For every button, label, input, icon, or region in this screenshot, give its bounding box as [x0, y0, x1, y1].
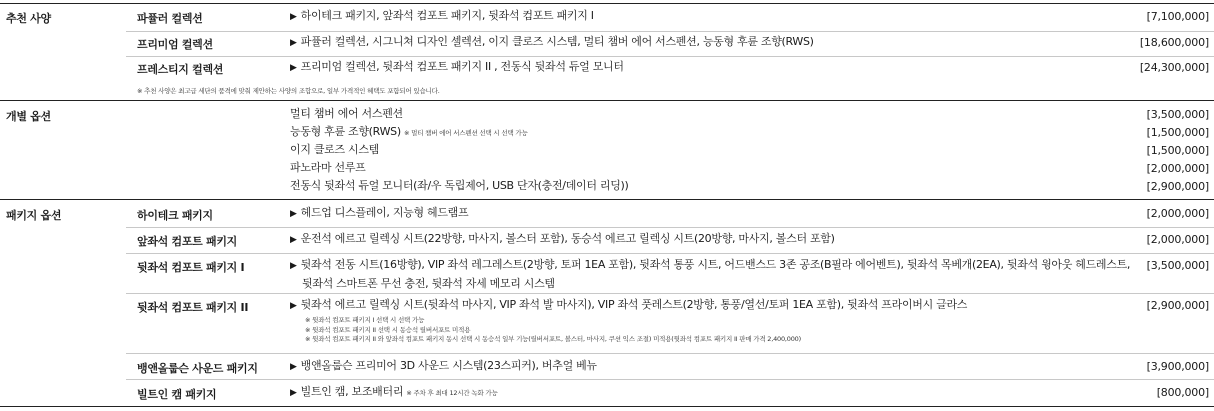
arrow-icon: ▶ [290, 301, 297, 311]
package-footnote: ※ 뒷좌석 컴포트 패키지 II 와 앞좌석 컴포트 패키지 동시 선택 시 동승석 일부 기능(릴버서포트, 볼스터, 마사지, 쿠션 익스 조절) 미적용(뒷좌석 컴포트 패키지 II 판매 가격 2,400,000) [305, 335, 801, 343]
package-price: [3,500,000] [1146, 259, 1209, 272]
individual-option-name: 능동형 후륜 조향(RWS) ※ 멀티 챔버 에어 서스펜션 선택 시 선택 가능 [290, 125, 528, 138]
recommended-price: [7,100,000] [1146, 10, 1209, 23]
package-desc: ▶ 뒷좌석 전동 시트(16방향), VIP 좌석 레그레스트(2방향, 토퍼 1EA 포함), 뒷좌석 통풍 시트, 어드밴스드 3존 공조(B필라 에어벤트), 뒷좌석 목베개(2EA), 뒷좌석 윙아웃 헤드레스트, 뒷좌석 스마트폰 무선 충전, 뒷좌석 자세 메모리 시스템 [290, 258, 1131, 290]
package-price: [800,000] [1156, 386, 1209, 399]
recommended-desc: ▶ 하이테크 패키지, 앞좌석 컴포트 패키지, 뒷좌석 컴포트 패키지 I [290, 9, 594, 22]
section-divider [0, 199, 1214, 200]
individual-option-price: [2,900,000] [1146, 180, 1209, 193]
package-name: 하이테크 패키지 [137, 209, 213, 222]
package-name: 앞좌석 컴포트 패키지 [137, 235, 237, 248]
individual-option-name: 이지 클로즈 시스템 [290, 143, 380, 156]
package-price: [2,000,000] [1146, 207, 1209, 220]
arrow-icon: ▶ [290, 209, 297, 219]
section-title-individual: 개별 옵션 [6, 110, 51, 123]
option-note: ※ 멀티 챔버 에어 서스펜션 선택 시 선택 가능 [404, 129, 528, 137]
recommended-desc: ▶ 파퓰러 컬렉션, 시그니쳐 디자인 셀렉션, 이지 클로즈 시스템, 멀티 챔버 에어 서스펜션, 능동형 후륜 조향(RWS) [290, 35, 814, 48]
package-desc: ▶ 뒷좌석 에르고 릴렉싱 시트(뒷좌석 마사지, VIP 좌석 발 마사지), VIP 좌석 풋레스트(2방향, 통풍/열선/토퍼 1EA 포함), 뒷좌석 프라이버시 글라스 [290, 298, 968, 311]
package-footnote: ※ 뒷좌석 컴포트 패키지 I 선택 시 선택 가능 [305, 316, 425, 324]
row-divider [126, 353, 1214, 354]
individual-option-price: [1,500,000] [1146, 126, 1209, 139]
package-desc: ▶ 뱅앤올룹슨 프리미어 3D 사운드 시스템(23스피커), 버추얼 베뉴 [290, 359, 597, 372]
arrow-icon: ▶ [290, 38, 297, 48]
package-desc: ▶ 빌트인 캠, 보조배터리 ※ 주차 후 최대 12시간 녹화 가능 [290, 385, 498, 398]
individual-option-price: [3,500,000] [1146, 108, 1209, 121]
section-title-recommended: 추천 사양 [6, 12, 51, 25]
arrow-icon: ▶ [290, 12, 297, 22]
arrow-icon: ▶ [290, 388, 297, 398]
individual-option-name: 전동식 뒷좌석 듀얼 모니터(좌/우 독립제어, USB 단자(충전/데이터 리딩)) [290, 179, 629, 192]
section-divider [0, 100, 1214, 101]
row-divider [126, 56, 1214, 57]
recommended-price: [18,600,000] [1139, 36, 1209, 49]
recommended-name: 파퓰러 컬렉션 [137, 12, 203, 25]
row-divider [126, 379, 1214, 380]
package-price: [3,900,000] [1146, 360, 1209, 373]
package-footnote: ※ 뒷좌석 컴포트 패키지 II 선택 시 동승석 릴버서포트 미적용 [305, 325, 471, 334]
individual-option-price: [1,500,000] [1146, 144, 1209, 157]
individual-option-name: 멀티 챔버 에어 서스펜션 [290, 107, 403, 120]
arrow-icon: ▶ [290, 235, 297, 245]
package-footnotes [305, 316, 801, 345]
package-name: 뱅앤올룹슨 사운드 패키지 [137, 362, 258, 375]
recommended-name: 프레스티지 컬렉션 [137, 63, 224, 76]
row-divider [126, 227, 1214, 228]
package-name: 뒷좌석 컴포트 패키지 I [137, 261, 245, 274]
recommended-desc: ▶ 프리미엄 컬렉션, 뒷좌석 컴포트 패키지 II , 전동식 뒷좌석 듀얼 모니터 [290, 60, 624, 73]
row-divider [126, 31, 1214, 32]
package-price: [2,000,000] [1146, 233, 1209, 246]
package-name: 빌트인 캠 패키지 [137, 388, 217, 401]
recommended-name: 프리미엄 컬렉션 [137, 38, 213, 51]
individual-option-name: 파노라마 선루프 [290, 161, 366, 174]
package-name: 뒷좌석 컴포트 패키지 II [137, 301, 249, 314]
arrow-icon: ▶ [290, 261, 297, 271]
package-desc: ▶ 헤드업 디스플레이, 지능형 헤드램프 [290, 206, 469, 219]
row-divider [126, 293, 1214, 294]
row-divider [126, 253, 1214, 254]
package-desc: ▶ 운전석 에르고 릴렉싱 시트(22방향, 마사지, 볼스터 포함), 동승석 에르고 릴렉싱 시트(20방향, 마사지, 볼스터 포함) [290, 232, 835, 245]
top-rule [0, 3, 1214, 4]
arrow-icon: ▶ [290, 63, 297, 73]
package-price: [2,900,000] [1146, 299, 1209, 312]
individual-option-price: [2,000,000] [1146, 162, 1209, 175]
recommended-price: [24,300,000] [1139, 61, 1209, 74]
bottom-rule [0, 406, 1214, 407]
recommended-footnote: ※ 추천 사양은 최고급 세단의 품격에 맞춰 제안하는 사양의 조합으로, 일부 가격적인 혜택도 포함되어 있습니다. [137, 87, 440, 95]
section-title-package: 패키지 옵션 [6, 209, 62, 222]
option-note: ※ 주차 후 최대 12시간 녹화 가능 [406, 389, 498, 397]
arrow-icon: ▶ [290, 362, 297, 372]
